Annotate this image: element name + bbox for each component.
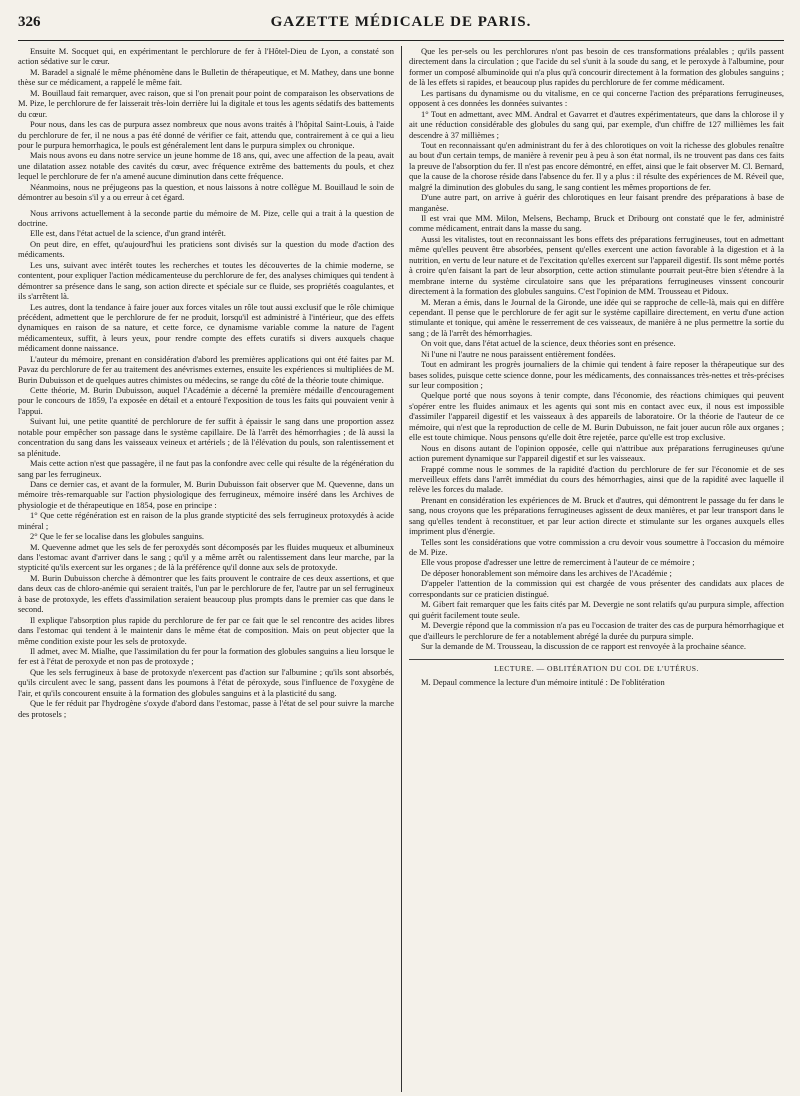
paragraph: Que le fer réduit par l'hydrogène s'oxyde d'abord dans l'estomac, passe à l'état de sel pour suivre la marche des protosels ;	[18, 698, 394, 719]
paragraph: D'appeler l'attention de la commission qui est chargée de vous présenter des candidats aux places de correspondants sur ce praticien distingué.	[409, 578, 784, 599]
right-column-continuation	[409, 677, 784, 687]
paragraph: Nous en disons autant de l'opinion opposée, celle qui n'attribue aux préparations ferrugineuses qu'une action purement dynamique sur l'appareil digestif et sur les vaisseaux.	[409, 442, 784, 464]
paragraph: M. Devergie répond que la commission n'a pas eu l'occasion de traiter des cas de purpura hémorrhagique et que d'ailleurs le perchlorure de fer a notablement abrégé la durée du purpura simple.	[409, 620, 784, 641]
text-columns	[18, 46, 784, 1092]
journal-title: GAZETTE MÉDICALE DE PARIS.	[270, 14, 532, 30]
paragraph: Mais nous avons eu dans notre service un jeune homme de 18 ans, qui, avec une affection de la peau, avait une dilatation assez notable des cavités du cœur, avec fréquence extrême des battements du pouls, et chez lequel le perchlorure de fer n'a amené aucune diminution dans cette fréquence.	[18, 150, 394, 182]
paragraph: M. Baradel a signalé le même phénomène dans le Bulletin de thérapeutique, et M. Mathey, dans une bonne thèse sur ce médicament, a rappelé le même fait.	[18, 66, 394, 88]
paragraph: Pour nous, dans les cas de purpura assez nombreux que nous avons traités à l'hôpital Saint-Louis, à l'aide du perchlorure de fer, il ne nous a pas été donné de vérifier ce fait, attendu que, contrairement à ce qui a lieu pour le purpura hemorrhagica, le pouls est généralement lent dans le purpura simplex ou chronique.	[18, 119, 394, 150]
paragraph: 1° Tout en admettant, avec MM. Andral et Gavarret et d'autres expérimentateurs, que dans la chlorose il y ait une réduction considérable des globules du sang qui, par exemple, d'un chiffre de 127 millièmes les fait descendre à 37 millièmes ;	[409, 108, 784, 140]
paragraph: Que les sels ferrugineux à base de protoxyde n'exercent pas d'action sur l'albumine ; qu'ils sont absorbés, qu'ils circulent avec le sang, passent dans les poumons à l'état de péroxyde, sous l'influence de l'oxygène de l'air, et qu'ils concourent ensuite à la formation des globules sanguins et à la plasticité du sang.	[18, 666, 394, 698]
paragraph: Nous arrivons actuellement à la seconde partie du mémoire de M. Pize, celle qui a trait à la question de doctrine.	[18, 207, 394, 228]
paragraph: Prenant en considération les expériences de M. Bruck et d'autres, qui démontrent le passage du fer dans le sang, nous croyons que les préparations ferrugineuses agissent de deux manières, et par leur transport dans le sang qu'elles tendent à reconstituer, et par leur action directe et stimulante sur les organes auxquels elles impriment plus d'énergie.	[409, 494, 784, 537]
paragraph: M. Gibert fait remarquer que les faits cités par M. Devergie ne sont relatifs qu'au purpura simple, affection qui guérit facilement toute seule.	[409, 599, 784, 620]
section-heading: LECTURE. — OBLITÉRATION DU COL DE L'UTÉRUS.	[409, 659, 784, 673]
paragraph: Mais cette action n'est que passagère, il ne faut pas la confondre avec celle qui résulte de la régénération du sang par les ferrugineux.	[18, 458, 394, 479]
paragraph: Dans ce dernier cas, et avant de la formuler, M. Burin Dubuisson fait observer que M. Quevenne, dans un mémoire très-remarquable sur l'action physiologique des ferrugineux, mémoire inséré dans les Archives de physiologie et de thérapeutique en 1854, pose en principe :	[18, 478, 394, 510]
paragraph: Suivant lui, une petite quantité de perchlorure de fer suffit à épaissir le sang dans une proportion assez notable pour empêcher son passage dans le système capillaire. De là l'arrêt des hémorrhagies ; de là aussi la concentration du sang dans les vaisseaux veineux et artériels ; de là l'élévation du pouls, son ralentissement et sa plénitude.	[18, 416, 394, 458]
paragraph: Les partisans du dynamisme ou du vitalisme, en ce qui concerne l'action des préparations ferrugineuses, opposent à ces données les données suivantes :	[409, 87, 784, 109]
paragraph: Il est vrai que MM. Milon, Melsens, Bechamp, Bruck et Dribourg ont constaté que le fer, administré comme médicament, entrait dans la masse du sang.	[409, 213, 784, 234]
paragraph: On peut dire, en effet, qu'aujourd'hui les praticiens sont divisés sur la question du mode d'action des médicaments.	[18, 238, 394, 260]
paragraph: Ni l'une ni l'autre ne nous paraissent entièrement fondées.	[421, 348, 616, 359]
paragraph: Il explique l'absorption plus rapide du perchlorure de fer par ce fait que le sel rencontre des acides libres dans l'estomac qui tendent à le maintenir dans le même état de composition. Mais on peut objecter que la même condition existe pour les sels de protoxyde.	[18, 614, 394, 646]
paragraph: M. Depaul commence la lecture d'un mémoire intitulé : De l'oblitération	[421, 676, 665, 687]
page-number: 326	[18, 14, 41, 30]
right-column-body	[409, 46, 784, 651]
paragraph: M. Burin Dubuisson cherche à démontrer que les faits prouvent le contraire de ces deux assertions, et que dans deux cas de chloro-anémie qui seraient traités, l'un par le perchlorure de fer, l'autre par un sel ferrugineux à base de protoxyde, les effets d'assimilation seraient beaucoup plus prompts dans le premier cas que dans le second.	[18, 572, 394, 615]
paragraph: Elle vous propose d'adresser une lettre de remerciment à l'auteur de ce mémoire ;	[421, 557, 695, 568]
paragraph: Que les per-sels ou les perchlorures n'ont pas besoin de ces transformations préalables ; qu'ils passent directement dans la circulation ; que l'acide du sel s'unit à la soude du sang, et le peroxyde à l'albumine, pour former un composé albuminoïde qui n'a plus qu'à concourir directement à la formation des globules sanguins ; de là les effets si rapides, et beaucoup plus rapides du perchlorure de fer comme médicament.	[409, 46, 784, 88]
paragraph: M. Quevenne admet que les sels de fer peroxydés sont décomposés par les fluides muqueux et albumineux dans l'estomac avant d'arriver dans le sang ; qu'il y a même arrêt ou ralentissement dans leur marche, par la stypticité qu'ils exercent sur les organes ; de là la préférence qu'il donne aux sels de protoxyde.	[18, 541, 394, 573]
paragraph: M. Meran a émis, dans le Journal de la Gironde, une idée qui se rapproche de celle-là, mais qui en diffère cependant. Il pense que le perchlorure de fer agit sur le système capillaire directement, en vertu d'une action stimulante et tonique, qui amène le resserrement de ces vaisseaux, de manière à ne plus permettre la sortie du sang ; de là l'arrêt des hémorrhagies.	[409, 296, 784, 338]
paragraph: Néanmoins, nous ne préjugeons pas la question, et nous laissons à notre collègue M. Bouillaud le soin de démontrer au besoin s'il y a ou erreur à cet égard.	[18, 181, 394, 203]
paragraph: Ensuite M. Socquet qui, en expérimentant le perchlorure de fer à l'Hôtel-Dieu de Lyon, a constaté son action sédative sur le cœur.	[18, 46, 394, 67]
paragraph: Aussi les vitalistes, tout en reconnaissant les bons effets des préparations ferrugineuses, tout en admettant même qu'elles peuvent être absorbées, pensent qu'elles exercent une action favorable à la digestion et à la nutrition, en vertu de leur nature et de l'excitation qu'elles exercent sur l'appareil digestif. Ils sont même portés à croire qu'en faisant la part de leur absorption, cette action stimulante pourrait peut-être bien s'étendre à la membrane interne du système circulatoire sans que les préparations ferrugineuses vinssent concourir directement à la formation des globules sanguins. C'est l'opinion de MM. Trousseau et Pidoux.	[409, 233, 784, 297]
paragraph: Il admet, avec M. Mialhe, que l'assimilation du fer pour la formation des globules sanguins a lieu lorsque le fer est à l'état de peroxyde et non pas de protoxyde ;	[18, 645, 394, 667]
paragraph: L'auteur du mémoire, prenant en considération d'abord les premières applications qui ont été faites par M. Pavaz du perchlorure de fer au traitement des anévrismes externes, ensuite les expériences si multipliées de M. Burin Dubuisson et de quelques autres chimistes ou médecins, se range du côté de la théorie toute chimique.	[18, 353, 394, 385]
paragraph: De déposer honorablement son mémoire dans les archives de l'Académie ;	[421, 567, 672, 578]
paragraph: Telles sont les considérations que votre commission a cru devoir vous soumettre à l'occasion du mémoire de M. Pize.	[409, 536, 784, 557]
right-column	[401, 46, 784, 1092]
paragraph: Frappé comme nous le sommes de la rapidité d'action du perchlorure de fer sur l'économie et de ses merveilleux effets dans l'arrêt immédiat du cours des hémorrhagies, ainsi que de la rapidité avec laquelle il relève les forces du malade.	[409, 463, 784, 495]
page-header	[18, 14, 784, 41]
paragraph: Tout en admirant les progrès journaliers de la chimie qui tendent à faire reposer la thérapeutique sur des bases solides, puisque cette science donne, pour les médicaments, des connaissances très-nettes et très-précises sur leur composition ;	[409, 359, 784, 390]
paragraph: Quelque porté que nous soyons à tenir compte, dans l'économie, des réactions chimiques qui peuvent s'opérer entre les fluides animaux et les agents qui sont mis en contact avec eux, il nous est impossible d'assimiler l'appareil digestif et les vaisseaux à des appareils de laboratoire. Or la théorie de l'auteur de ce mémoire, qui n'est que la reproduction de celle de M. Burin Dubuisson, ne fait jouer aucun rôle aux organes ; elle est toute chimique. Nous pensons qu'elle doit être rejetée, parce qu'elle est trop exclusive.	[409, 390, 784, 443]
paragraph: Tout en reconnaissant qu'en administrant du fer à des chlorotiques on voit la richesse des globules renaître au bout d'un certain temps, de manière à revenir peu à peu à son état normal, ils ne trouvent pas dans ces faits la preuve de l'absorption du fer. Il n'est pas encore démontré, en effet, ainsi que le fait observer M. Cl. Bernard, que la cause de la chorose réside dans l'absence du fer. Il y a plus : il résulte des expériences de M. Réveil que, malgré la diminution des globules du sang, le sang contient les mêmes proportions de fer.	[409, 139, 784, 192]
paragraph: D'une autre part, on arrive à guérir des chlorotiques en leur faisant prendre des préparations à base de manganèse.	[409, 192, 784, 213]
paragraph: M. Bouillaud fait remarquer, avec raison, que si l'on prenait pour point de comparaison les observations de M. Pize, le perchlorure de fer laisserait très-loin derrière lui la digitale et tous les agents sédatifs des battements du cœur.	[18, 87, 394, 119]
paragraph: 2° Que le fer se localise dans les globules sanguins.	[30, 531, 204, 542]
paragraph: 1° Que cette régénération est en raison de la plus grande stypticité des sels ferrugineux protoxydés à acide minéral ;	[18, 510, 394, 531]
paragraph: Cette théorie, M. Burin Dubuisson, auquel l'Académie a décerné la première médaille d'encouragement pour le concours de 1859, l'a exposée en détail et a entouré l'exposition de tous les faits qui pouvaient venir à l'appui.	[18, 385, 394, 416]
paragraph: On voit que, dans l'état actuel de la science, deux théories sont en présence.	[421, 338, 676, 349]
paragraph: Sur la demande de M. Trousseau, la discussion de ce rapport est renvoyée à la prochaine séance.	[421, 640, 746, 651]
paragraph: Les autres, dont la tendance à faire jouer aux forces vitales un rôle tout aussi exclusif que le rôle chimique précédent, admettent que le perchlorure de fer ne produit, lorsqu'il est administré à l'intérieur, que des effets dynamiques en raison de sa nature, et cette force, ce dynamisme variable comme la nature de l'agent médicamenteux, suffit, à leurs yeux, pour rendre compte des effets curatifs si divers auxquels chaque médicament donne naissance.	[18, 301, 394, 354]
paragraph: Elle est, dans l'état actuel de la science, d'un grand intérêt.	[30, 228, 226, 239]
left-column	[18, 46, 401, 1092]
paragraph: Les uns, suivant avec intérêt toutes les recherches et toutes les découvertes de la chimie moderne, se contentent, pour expliquer l'action médicamenteuse du perchlorure de fer, des analyses chimiques qui tendent à démontrer sa présence dans le sang, son action directe et spéciale sur ce fluide, ses propriétés coagulantes, et ils s'arrêtent là.	[18, 259, 394, 302]
